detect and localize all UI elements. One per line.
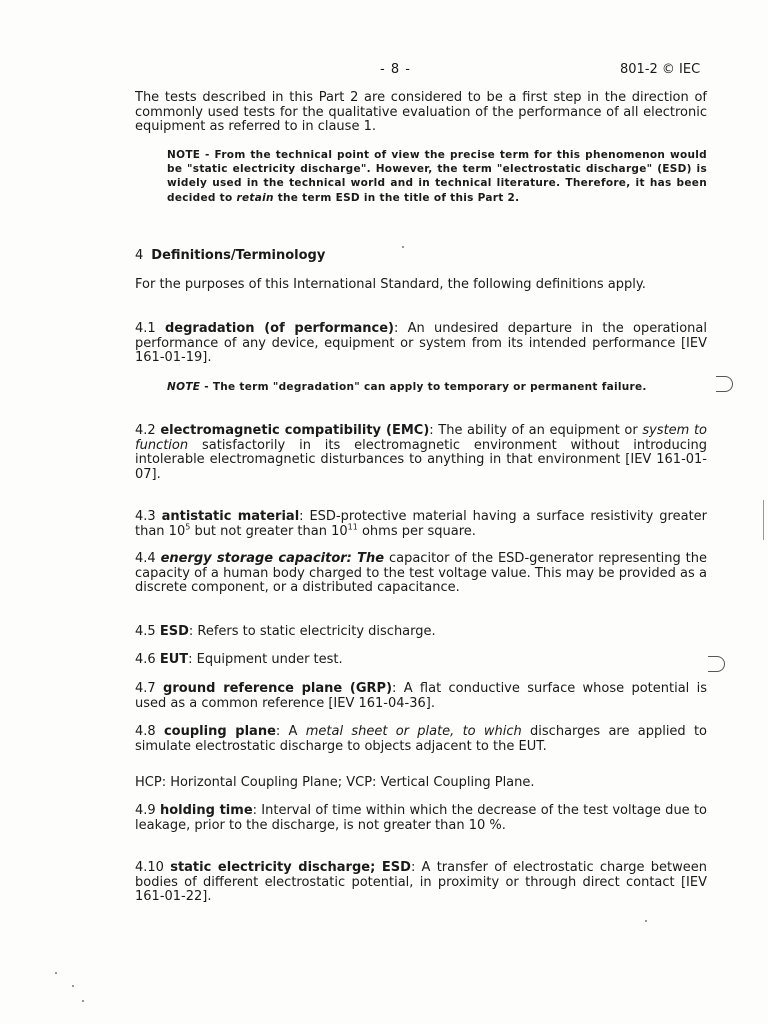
definition-text-cont: but not greater than 10 xyxy=(190,523,348,539)
definition-italic: system to function xyxy=(135,423,708,453)
definition-number: 4.7 xyxy=(135,681,156,696)
section-heading xyxy=(135,248,325,263)
definition-number: 4.3 xyxy=(135,509,156,524)
definition-4-5 xyxy=(135,625,707,640)
definition-term: holding time xyxy=(159,803,253,818)
page-number: - 8 - xyxy=(380,62,411,77)
definition-4-10 xyxy=(135,861,707,905)
definition-text: : ESD-protective material having a surface resistivity greater than 10 xyxy=(135,509,708,539)
definition-number: 4.2 xyxy=(135,423,156,438)
scan-edge xyxy=(763,500,764,540)
definition-term: coupling plane xyxy=(163,724,276,739)
definition-text: : Equipment under test. xyxy=(188,652,343,667)
definition-text-cont: satisfactorily in its electromagnetic environment without introducing intolerable electromagnetic disturbances to anything in that environment [IEV 161-01-07]. xyxy=(135,437,707,482)
section-title: Definitions/Terminology xyxy=(151,248,326,263)
definition-text-cont: discharges are applied to simulate electrostatic discharge to objects adjacent to the EUT. xyxy=(135,724,707,754)
definition-number: 4.8 xyxy=(135,724,156,739)
definition-text-end: ohms per square. xyxy=(357,523,476,539)
coupling-planes-line xyxy=(135,776,707,791)
definition-italic: metal sheet or plate, to which xyxy=(305,724,522,739)
definition-number: 4.1 xyxy=(135,321,156,336)
scan-speck xyxy=(82,1000,84,1002)
margin-mark xyxy=(708,656,725,672)
exponent: 11 xyxy=(347,522,358,532)
definition-4-1 xyxy=(135,322,707,366)
section-lead xyxy=(135,278,707,293)
intro-note xyxy=(167,148,707,205)
definition-text: capacitor of the ESD-generator representing the capacity of a human body charged to the test voltage value. This may be provided as a discrete component, or a distributed capacitance. xyxy=(135,551,708,595)
definition-text: : Interval of time within which the decrease of the test voltage due to leakage, prior to the discharge, is not greater than 10 %. xyxy=(135,803,707,833)
definition-text: : A xyxy=(275,724,306,739)
definition-term: static electricity discharge; ESD xyxy=(170,860,411,875)
definition-4-8 xyxy=(135,725,707,754)
scan-speck xyxy=(645,920,647,922)
definition-text: : A flat conductive surface whose potential is used as a common reference [IEV 161-04-36]. xyxy=(135,681,707,711)
scan-speck xyxy=(72,985,74,987)
note-label: NOTE xyxy=(167,381,201,393)
definition-4-1-note xyxy=(167,380,707,394)
definition-number: 4.4 xyxy=(135,551,156,566)
scan-speck xyxy=(402,246,404,248)
exponent: 5 xyxy=(185,522,191,532)
definition-text: : An undesired departure in the operational performance of any device, equipment or system from its intended performance [IEV 161-01-19]. xyxy=(135,321,707,365)
definition-number: 4.10 xyxy=(135,860,164,875)
scan-speck xyxy=(55,972,57,974)
definition-term: ESD xyxy=(159,624,189,639)
definition-number: 4.5 xyxy=(135,624,156,639)
intro-note-suffix: the term ESD in the title of this Part 2. xyxy=(273,191,520,204)
note-text: - The term "degradation" can apply to temporary or permanent failure. xyxy=(200,381,647,393)
intro-note-text: NOTE - From the technical point of view the precise term for this phenomenon would be "static electricity discharge". However, the term "electrostatic discharge" (ESD) is widely used in the technical world and in technical literature. Therefore, it has been decided to xyxy=(167,149,707,204)
definition-term: electromagnetic compatibility (EMC) xyxy=(160,423,430,438)
definition-term: antistatic material xyxy=(161,509,300,524)
definition-4-6 xyxy=(135,653,707,668)
coupling-planes-text: HCP: Horizontal Coupling Plane; VCP: Vertical Coupling Plane. xyxy=(135,775,535,790)
definition-term: energy storage capacitor: The xyxy=(160,551,385,566)
definition-4-3 xyxy=(135,510,707,539)
margin-mark xyxy=(716,376,733,392)
intro-text: The tests described in this Part 2 are considered to be a first step in the direction of commonly used tests for the qualitative evaluation of the performance of all electronic equipment as referred to in clause 1. xyxy=(135,90,707,134)
section-lead-text: For the purposes of this International Standard, the following definitions apply. xyxy=(135,277,646,292)
intro-paragraph xyxy=(135,91,707,135)
definition-4-9 xyxy=(135,804,707,833)
intro-note-italic: retain xyxy=(236,191,274,204)
definition-term: degradation (of performance) xyxy=(164,321,394,336)
definition-text: : A transfer of electrostatic charge between bodies of different electrostatic potential, in proximity or through direct contact [IEV 161-01-22]. xyxy=(135,860,708,904)
definition-4-4 xyxy=(135,552,707,596)
definition-4-7 xyxy=(135,682,707,711)
section-number: 4 xyxy=(135,248,144,263)
definition-number: 4.6 xyxy=(135,652,156,667)
definition-number: 4.9 xyxy=(135,803,156,818)
definition-text: : The ability of an equipment or xyxy=(429,423,643,438)
definition-4-2 xyxy=(135,424,707,482)
definition-text: : Refers to static electricity discharge. xyxy=(188,624,436,639)
definition-term: ground reference plane (GRP) xyxy=(163,681,393,696)
document-reference: 801-2 © IEC xyxy=(620,62,701,77)
definition-term: EUT xyxy=(159,652,189,667)
